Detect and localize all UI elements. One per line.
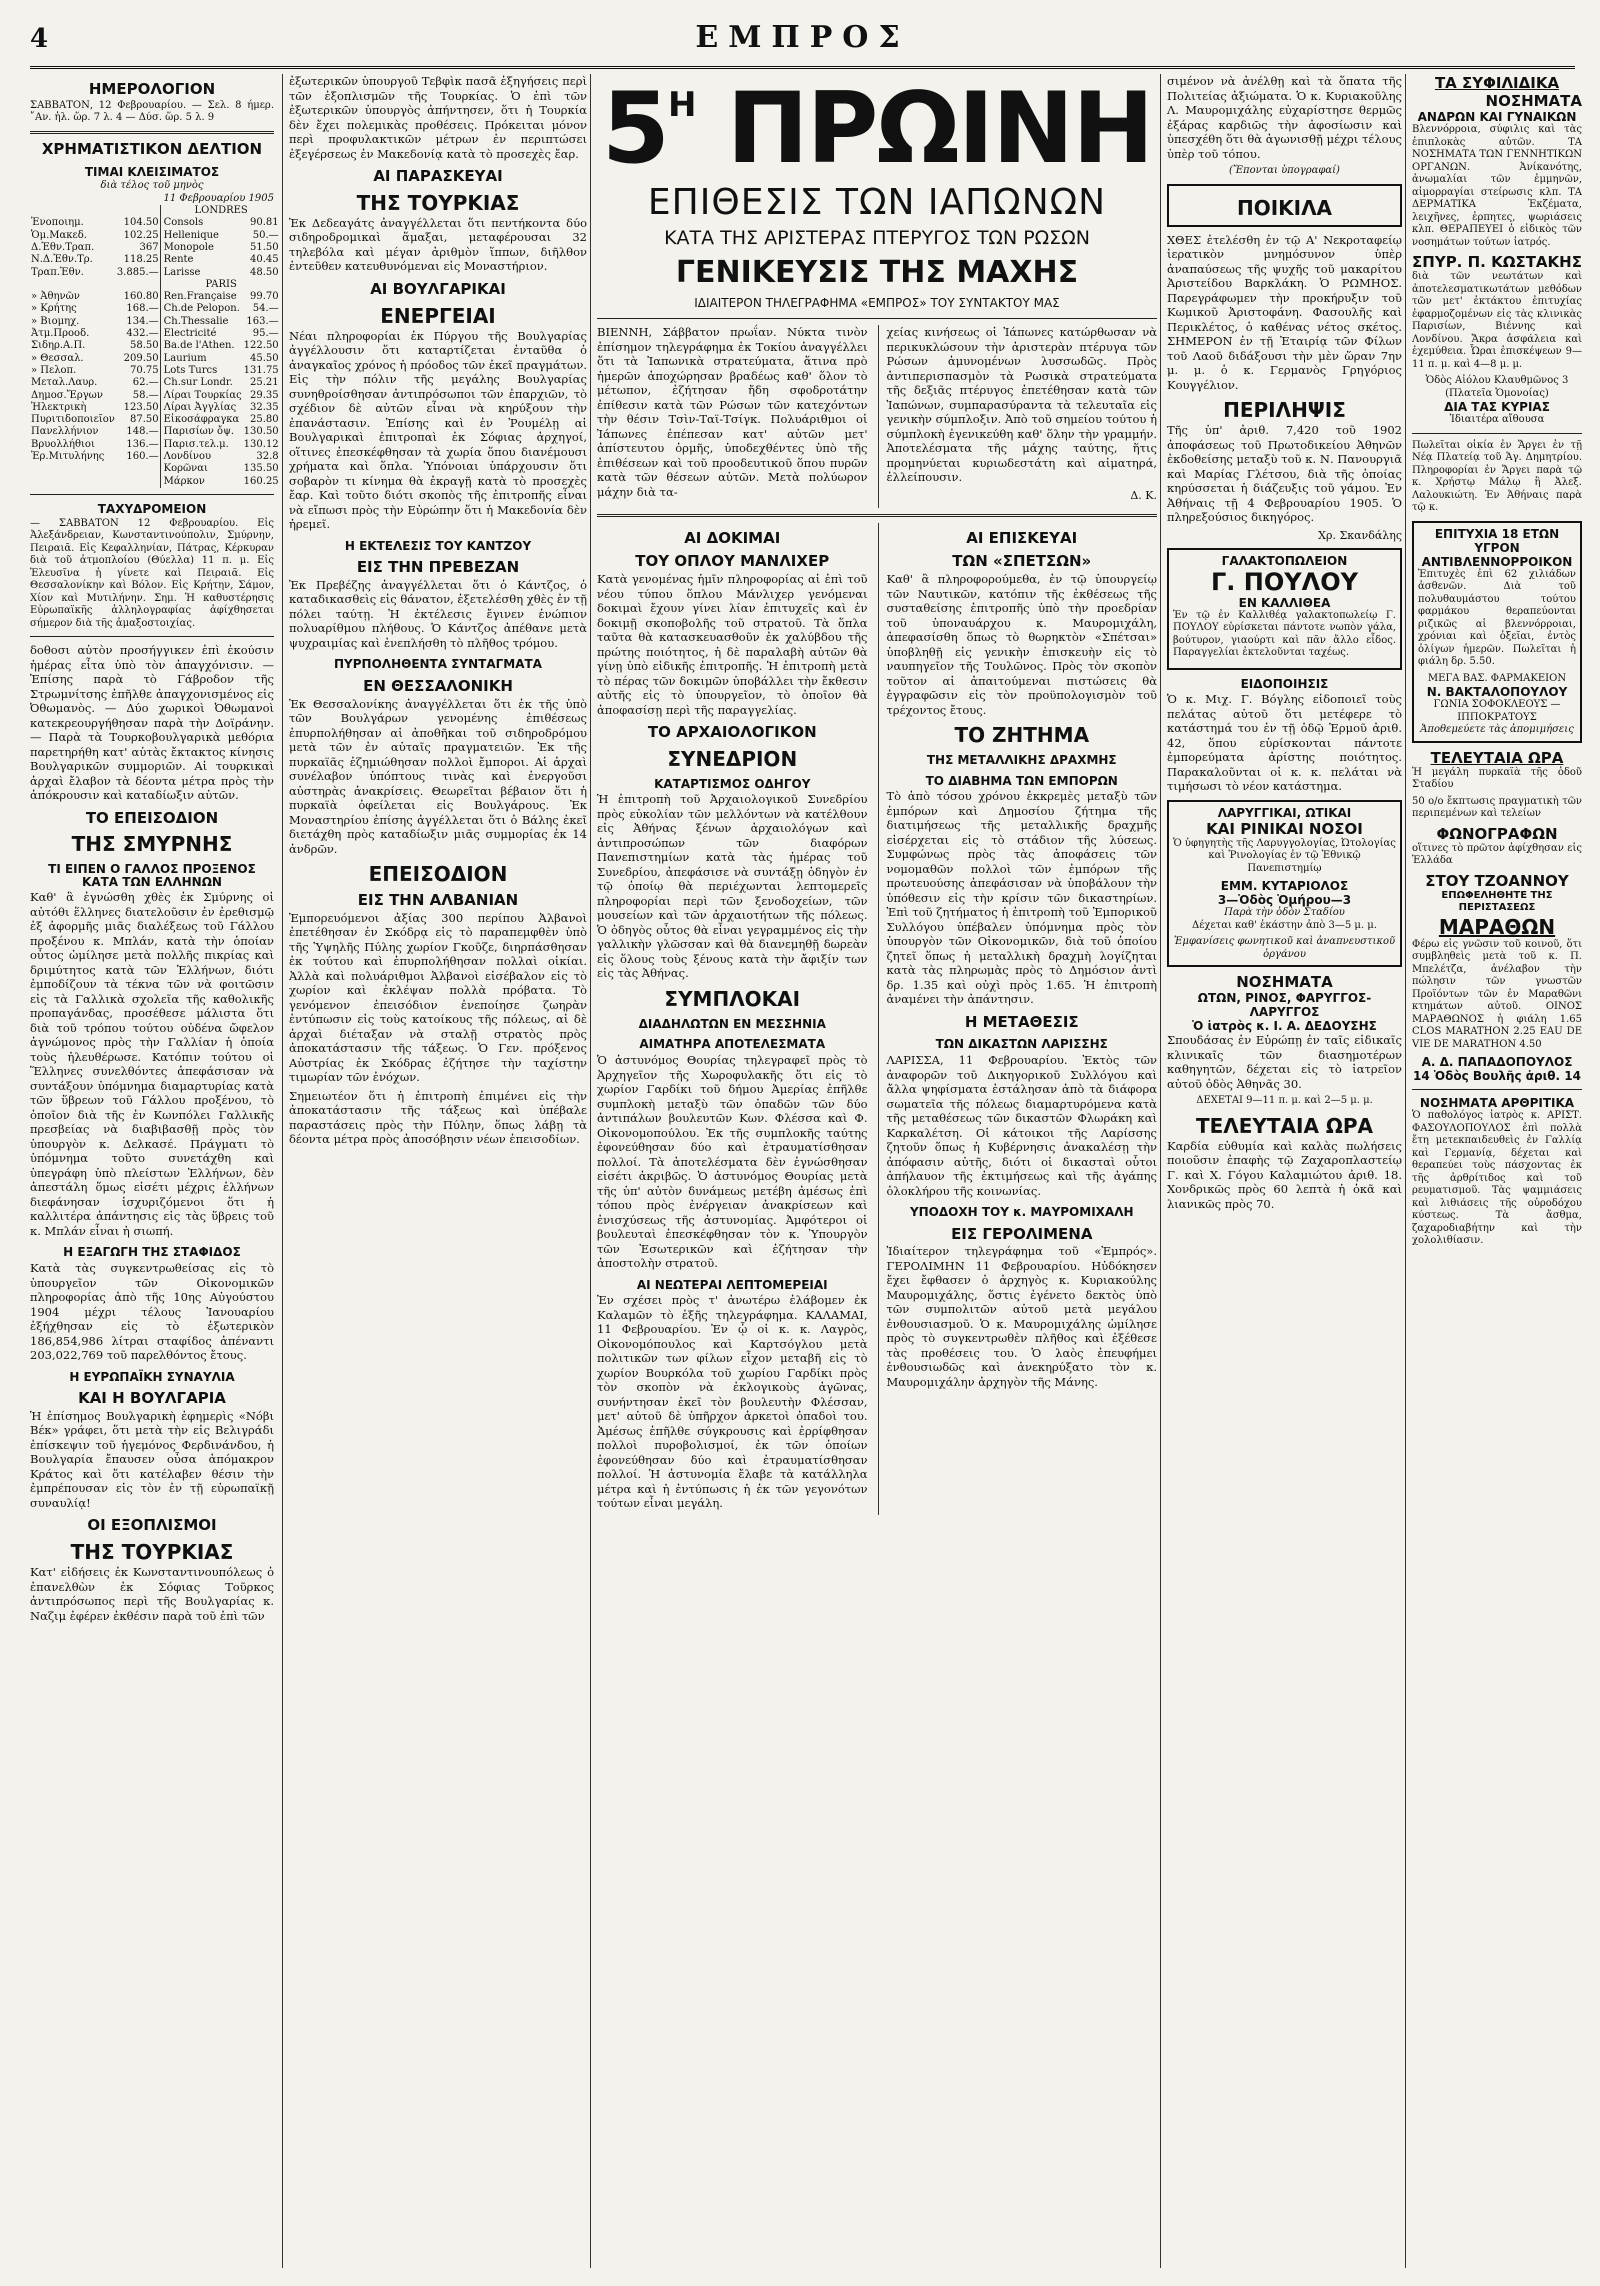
- rate-value: 104.50: [123, 217, 159, 229]
- spetses-title-2: ΤΩΝ «ΣΠΕΤΣΩΝ»: [952, 552, 1092, 571]
- rate-name: Λονδίνου: [160, 451, 243, 463]
- rate-value: 32.8: [256, 451, 279, 463]
- rate-value: 50.—: [252, 229, 279, 241]
- rate-name: Βρυολλήθιοι: [31, 438, 95, 450]
- rate-name: Ch.de Pelopon.: [160, 303, 243, 315]
- deafs-hours: ΔΕΧΕΤΑΙ 9—11 π. μ. καὶ 2—5 μ. μ.: [1196, 1095, 1373, 1107]
- rate-value: 3.885.—: [116, 266, 159, 278]
- ent-text-2: Δέχεται καθ' ἑκάστην ἀπὸ 3—5 μ. μ.: [1192, 919, 1377, 931]
- kantz-title-2: ΕΙΣ ΤΗΝ ΠΡΕΒΕΖΑΝ: [356, 558, 520, 577]
- rates-header-row: [30, 205, 280, 217]
- rate-name: Consols: [160, 217, 243, 229]
- rates-row: [30, 328, 280, 340]
- rates-row: [30, 242, 280, 254]
- rate-value: 40.45: [250, 254, 279, 266]
- ad3-text: Ἡ μεγάλη πυρκαϊὰ τῆς ὁδοῦ Σταδίου: [1412, 766, 1582, 790]
- rate-name: Λίραι Ἀγγλίας: [160, 402, 243, 414]
- larisa-title-2: ΤΩΝ ΔΙΚΑΣΤΩΝ ΛΑΡΙΣΣΗΣ: [935, 1037, 1108, 1052]
- bulg-title-2: ΕΝΕΡΓΕΙΑΙ: [380, 303, 496, 328]
- headline-left-wing: ΚΑΤΑ ΤΗΣ ΑΡΙΣΤΕΡΑΣ ΠΤΕΡΥΓΟΣ ΤΩΝ ΡΩΣΩΝ: [664, 227, 1090, 249]
- rate-name: » Θεσσαλ.: [31, 352, 84, 364]
- divider: [1412, 433, 1582, 434]
- rates-header-right: LONDRES: [160, 205, 280, 217]
- rate-name: Ν.Δ.Ἐθν.Τρ.: [31, 254, 93, 266]
- post-title: ΤΑΧΥΔΡΟΜΕΙΟΝ: [97, 501, 207, 516]
- recap-signature: Χρ. Σκανδάλης: [1318, 528, 1402, 542]
- sale-text: Πωλεῖται οἰκία ἐν Ἄργει ἐν τῇ Νέᾳ Πλατείᾳ τοῦ Ἁγ. Δημητρίου. Πληροφορίαι ἐν Ἄργει παρὰ τῷ κ. Χρήστῳ Μάλῳ ἢ Ἀλεξ. Λαλουκιώτη. Ἐν Ἀθήναις παρὰ τῷ κ.: [1412, 439, 1582, 513]
- rates-row: [30, 353, 280, 365]
- calendar-text: ΣΑΒΒΑΤΟΝ, 12 Φεβρουαρίου. — Σελ. 8 ήμερ. ῎Αν. ἡλ. ὥρ. 7 λ. 4 — Δύσ. ὥρ. 5 λ. 9: [30, 99, 274, 124]
- ad2-shop-4: Ἀποθεμεύετε τὰς ἀπομιμήσεις: [1420, 724, 1574, 735]
- rates-row: [30, 217, 280, 229]
- rate-value: [116, 476, 160, 488]
- ad4-shop: Α. Δ. ΠΑΠΑΔΟΠΟΥΛΟΣ: [1421, 1055, 1573, 1069]
- col4-top-signature: (Ἔπονται ὑπογραφαί): [1229, 165, 1340, 176]
- rate-name: » Ἀθηνῶν: [31, 291, 80, 303]
- rate-value: 99.70: [250, 291, 279, 303]
- lead-signature: Δ. Κ.: [1130, 488, 1157, 502]
- divider: [30, 494, 274, 495]
- rate-value: 51.50: [250, 241, 279, 253]
- rates-paris-spacer: [30, 279, 160, 291]
- dairy-ad: [1167, 548, 1402, 670]
- messinia-title: ΣΥΜΠΛΟΚΑΙ: [664, 986, 801, 1011]
- ad2-shop: ΜΕΓΑ ΒΑΣ. ΦΑΡΜΑΚΕΙΟΝ: [1427, 672, 1567, 684]
- rate-name: Δημοσ.Ἔργων: [31, 389, 103, 401]
- headline-japanese-attack: ΕΠΙΘΕΣΙΣ ΤΩΝ ΙΑΠΩΝΩΝ: [647, 182, 1107, 223]
- rate-name: Ἐνοποιημ.: [31, 217, 84, 229]
- ad3-shop-2: ΕΠΩΦΕΛΗΘΗΤΕ ΤΗΣ ΠΕΡΙΣΤΑΣΕΩΣ: [1441, 889, 1553, 913]
- ad1-address-3: ΔΙΑ ΤΑΣ ΚΥΡΙΑΣ: [1444, 400, 1550, 414]
- ad1-title-2: ΝΟΣΗΜΑΤΑ: [1485, 92, 1582, 110]
- rate-value: 48.50: [250, 266, 279, 278]
- rate-value: 123.50: [123, 401, 159, 413]
- mavro-title-2: ΕΙΣ ΓΕΡΟΛΙΜΕΝΑ: [951, 1224, 1093, 1243]
- larisa-title: Η ΜΕΤΑΘΕΣΙΣ: [964, 1012, 1079, 1031]
- lead-left-text: ΒΙΕΝΝΗ, Σάββατον πρωΐαν. Νύκτα τινὸν ἐπίσημον τηλεγράφημα ἐκ Τοκίου ἀναγγέλλει ὅτι τὰ Ἰαπωνικὰ στρατεύματα, ἅτινα πρὸ ἡμερῶν ἀποχώρησαν βραδέως καθ' ὅλον τὸ μέτωπον, ἐζήτησαν ἤδη σφοδροτάτην ἐπίθεσιν κατὰ τῶν Ρώσων τῶν κατεχόντων τὴν θέσιν Τσὶν-Ταϊ-Τσίγκ. Πολυάριθμοι οἱ Ἰάπωνες ἐπέπεσαν κατ' αὐτῶν μετ' ἀπίστευτου ὁρμῆς, ὑποδεχθέντες ὑπὸ τῆς ἐπιθέσεων καὶ τοῦ προοδευτικοῦ ὅπου πυρῶν κατὰ τῶν θέσεων αὐτῶν. Μετὰ πολύωρον μάχην διὰ τα-: [597, 325, 868, 499]
- ad5-text: Ὁ παθολόγος ἰατρὸς κ. ΑΡΙΣΤ. ΦΑΣΟΥΛΟΠΟΥΛΟΣ ἐπὶ πολλὰ ἔτη μετεκπαιδευθεὶς ἐν Γαλλίᾳ καὶ Γερμανίᾳ, δέχεται καὶ θεραπεύει τοὺς πάσχοντας ἐκ τῆς ἀρθρίτιδος καὶ τοῦ ρευματισμοῦ. Τὰς ψαμμιάσεις καὶ λιθιάσεις τῆς οὐροδόχου κύστεως. Τὰ ἄσθμα, ζαχαροδιαβήτην καὶ τὴν χολολιθίασιν.: [1412, 1110, 1582, 1246]
- mannlicher-title: ΑΙ ΔΟΚΙΜΑΙ: [684, 528, 781, 547]
- arch-title: ΤΟ ΑΡΧΑΙΟΛΟΓΙΚΟΝ: [647, 723, 817, 741]
- ad3-text-2: 50 ο/ο ἔκπτωσις πραγματικὴ τῶν περιπεμένων καὶ τελείων: [1412, 795, 1582, 819]
- divider: [30, 131, 274, 134]
- rates-row: [30, 340, 280, 352]
- latest-title: ΑΙ ΝΕΩΤΕΡΑΙ ΛΕΠΤΟΜΕΡΕΙΑΙ: [636, 1277, 828, 1292]
- larisa-text: ΛΑΡΙΣΣΑ, 11 Φεβρουαρίου. Ἐκτὸς τῶν ἀναφορῶν τοῦ Δικηγορικοῦ Συλλόγου καὶ ἄλλα ψηφίσματα ἐστάλησαν ἀπὸ τὰ διάφορα σωματεῖα τῆς πόλεως διαμαρτυρόμενα κατὰ τῆς μεταθέσεως τῶν δικαστῶν Φλωράκη καὶ Καρκαλέτση. Οἱ κάτοικοι τῆς Λαρίσσης ζητοῦν ὅπως ἡ Κυβέρνησις ἀνακαλέσῃ τὴν ἀπόφασιν αὐτῆς, διότι οἱ δικασταὶ οὗτοι ἀπήλαυον τῆς ἐκτιμήσεως καὶ τῆς ἀγάπης ὁλοκλήρου τῆς κοινωνίας.: [886, 1053, 1157, 1198]
- rate-value: 160.25: [243, 475, 279, 487]
- prep-text: Κατ' εἰδήσεις ἐκ Κωνσταντινουπόλεως ὁ ἐπανελθὼν ἐκ Σόφιας Τοῦρκος ἀντιπρόσωπος περὶ τῆς Βουλγαρίας κ. Ναζιμ ἐφέρεν ἐκθέσιν παρὰ τοῦ ἐπὶ τῶν: [30, 1565, 274, 1623]
- rate-name: Μάρκον: [160, 476, 243, 488]
- rate-value: [116, 463, 160, 475]
- rates-paris-header: PARIS: [160, 279, 280, 291]
- rate-value: 122.50: [243, 340, 279, 352]
- prep-title: ΟΙ ΕΞΟΠΛΙΣΜΟΙ: [87, 1516, 217, 1535]
- rate-value: 160.—: [126, 451, 159, 463]
- lead-story: [597, 325, 1157, 508]
- exchange-rates-table: [30, 205, 280, 488]
- last-hour-title: ΤΕΛΕΥΤΑΙΑ ΩΡΑ: [1195, 1113, 1374, 1138]
- rate-name: Ὁμ.Μακεδ.: [31, 229, 87, 241]
- rate-value: 134.—: [126, 315, 159, 327]
- lead-right-text: χείας κινήσεως οἱ Ἰάπωνες κατώρθωσαν νὰ περικυκλώσουν τὴν ἀριστερὰν πτέρυγα τῶν Ρώσων ἀμυνομένων λυσσωδῶς. Πρὸς ἀντιπερισπασμὸν τὰ Ρωσικὰ στρατεύματα τῆς δεξιᾶς πτέρυγος ἐπετέθησαν κατὰ τῶν Ἰαπώνων, συμπαρασύραντα τὰ τελευταῖα εἰς γενικὴν σύμπλοξιν. Ἀπὸ τοῦ σημείου τούτου ἡ σύμπλοκὴ ἐγενικεύθη καθ' ὅλην τὴν γραμμήν. Ἀποτελέσματα τῆς μάχης ταύτης, ἥτις προμηνύεται κυριωδεστάτη καὶ αἱματηρά, ἐλλείπουσιν.: [886, 325, 1157, 484]
- europe-title: Η ΕΥΡΩΠΑΪΚΗ ΣΥΝΑΥΛΙΑ: [69, 1369, 235, 1384]
- rates-row: [30, 476, 280, 488]
- rate-name: [30, 476, 116, 488]
- rate-name: [30, 463, 116, 475]
- ent-address: 3—Ὁδὸς Ὁμήρου—3: [1217, 893, 1352, 908]
- exchange-date: 11 Φεβρουαρίου 1905: [163, 192, 274, 204]
- ad4-title: ΜΑΡΑΘΩΝ: [1438, 914, 1556, 939]
- ad2-box: [1412, 521, 1582, 743]
- rate-value: 58.—: [132, 389, 159, 401]
- spetses-text: Καθ' ἃ πληροφορούμεθα, ἐν τῷ ὑπουργείῳ τῶν Ναυτικῶν, κατόπιν τῆς ἐκθέσεως τῆς συσταθείσης ἐπιτροπῆς ὑπὸ τὴν προεδρίαν τοῦ ὑποναυάρχου κ. Μαυρομιχάλη, ἀπεφασίσθη ὅπως τὸ θωρηκτὸν «Σπέτσαι» ὑποβληθῇ εἰς γενικὴν ἐπισκευὴν εἰς τὸ ναυπηγεῖον τῆς Τουλῶνος. Πρὸς τὸν σκοπὸν τοῦτον αἱ ἀπαιτούμεναι πιστώσεις θὰ ἐγγραφῶσιν εἰς τὸν προϋπολογισμὸν τοῦ τρέχοντος ἔτους.: [886, 572, 1157, 717]
- post-text: — ΣΑΒΒΑΤΟΝ 12 Φεβρουαρίου. Εἰς Ἀλεξάνδρειαν, Κωνσταντινούπολιν, Σμύρνην, Πειραιᾶ. Εἰς Κεφαλληνίαν, Πάτρας, Κέρκυραν διὰ τοῦ ἀτμοπλοίου (Θύελλα) 11 π. μ. Εἰς Ἐλευσῖνα ἡ γίνετε καὶ Πειραιᾶ. Εἰς Θεσσαλονίκην καὶ Βόλον. Εἰς Κρήτην, Σάμον, Χίον καὶ Μυτιλήνην. Σημ. Ἡ καθυστέρησις Εὐρωπαϊκῆς ἀλληλογραφίας ἀφίχθησεται σήμερον διὰ τῆς ἀμαξοστοιχίας.: [30, 517, 274, 629]
- rate-name: Δ.Ἐθν.Τραπ.: [31, 241, 95, 253]
- mavro-text: Ἰδιαίτερον τηλεγράφημα τοῦ «Ἐμπρός». ΓΕΡΟΛΙΜΗΝ 11 Φεβρουαρίου. Ηὐδόκησεν ἔχει ἔφθασεν ὁ ἀρχηγὸς κ. Κυριακούλης Μαυρομιχάλης, ὅστις ἐγένετο δεκτὸς ὑπὸ τῶν συμπολιτῶν αὐτοῦ μετὰ μεγάλου ἐνθουσιασμοῦ. Ὁ κ. Μαυρομιχάλης ὡμίλησε πρὸς τὸ συγκεντρωθὲν πλῆθος καὶ ἐξέθεσε τὰς προθέσεις του. Ὁ λαὸς ἐπευφήμει ἐνθουσιωδῶς καὶ ἀνεκηρύξατο τὸν κ. Μαυρομιχάλην ἀρχηγὸν τῆς Μάνης.: [886, 1244, 1157, 1389]
- rate-value: 135.50: [243, 463, 279, 475]
- rate-value: 29.35: [250, 389, 279, 401]
- rates-row: [30, 390, 280, 402]
- divider: [1412, 1089, 1582, 1090]
- rate-value: 160.80: [123, 291, 159, 303]
- misc-box: [1167, 184, 1402, 227]
- rate-name: Ren.Française: [160, 291, 243, 303]
- ad1-text-2: διὰ τῶν νεωτάτων καὶ ἀποτελεσματικωτάτων μεθόδων τῶν μετ' ἐκτάκτου ἐπιτυχίας ἐφαρμοζομένων εἰς τὰς κλινικὰς Παρισίων, Βιέννης καὶ Λονδίνου. Ἄκρα ἀσφάλεια καὶ ἐχεμύθεια. Ὧραι ἐπισκέψεων 9—11 π. μ. καὶ 4—8 μ. μ.: [1412, 271, 1582, 370]
- dairy-name: Γ. ΠΟΥΛΟΥ: [1211, 567, 1358, 596]
- ad1-address-4: Ἰδιαιτέρα αἴθουσα: [1449, 414, 1545, 425]
- rates-row: [30, 439, 280, 451]
- ad2-title-2: ΥΓΡΟΝ ΑΝΤΙΒΛΕΝΝΟΡΡΟΙΚΟΝ: [1421, 540, 1573, 569]
- ent-title: ΛΑΡΥΓΓΙΚΑΙ, ΩΤΙΚΑΙ: [1217, 805, 1352, 820]
- headline-telegram: ΙΔΙΑΙΤΕΡΟΝ ΤΗΛΕΓΡΑΦΗΜΑ «ΕΜΠΡΟΣ» ΤΟΥ ΣΥΝΤΑΚΤΟΥ ΜΑΣ: [694, 296, 1060, 310]
- friday-text: Ἐκ Δεδεαγάτς ἀναγγέλλεται ὅτι πεντήκοντα δύο σιδηροδρομικαὶ ἅμαξαι, μεταφέρουσαι 32 τηλεβόλα καὶ μέγαν ἀριθμὸν ἵππων, διῆλθον ἐντεῦθεν κατευθυνόμεναι εἰς Μοναστήριον.: [289, 215, 587, 274]
- rate-name: Rente: [160, 254, 243, 266]
- col2-final-text: Σημειωτέον ὅτι ἡ ἐπιτροπὴ ἐπιμένει εἰς τὴν ἀποκατάστασιν τῆς τάξεως καὶ ὑπέβαλε παραστάσεις πρὸς τὴν Πύλην, ὅπως λάβῃ τὰ δέοντα μέτρα πρὸς ἀποσόβησιν νέων ἐπεισοδίων.: [289, 1088, 587, 1147]
- rate-name: » Βιομηχ.: [31, 315, 80, 327]
- headline-word: ΠΡΩΙΝΗ: [726, 74, 1153, 186]
- rates-row: [30, 267, 280, 279]
- rates-row: [30, 230, 280, 242]
- rate-name: » Πελοπ.: [31, 364, 77, 376]
- rate-value: 130.50: [243, 426, 279, 438]
- albania-title-2: ΕΙΣ ΤΗΝ ΑΛΒΑΝΙΑΝ: [357, 891, 519, 910]
- rate-name: Ba.de l'Athen.: [160, 340, 243, 352]
- rate-value: 45.50: [250, 352, 279, 364]
- raisin-title: Η ΕΞΑΓΩΓΗ ΤΗΣ ΣΤΑΦΙΔΟΣ: [63, 1245, 241, 1260]
- col2-top-text: ἐξωτερικῶν ὑπουργοῦ Τεβφὶκ πασᾶ ἐξηγήσεις περὶ τῶν ἐξοπλισμῶν τῆς Τουρκίας. Ὁ ἐπὶ τῶν ἐξωτερικῶν ὑπουργὸς ἀπήντησεν, ὅτι ἡ Τουρκία δὲν ἔχει πολεμικὰς προθέσεις. Πρόκειται μόνον περὶ προφυλακτικῶν μέτρων ἐν περιπτώσει ἐξεγέρσεως ἐν Μακεδονίᾳ κατὰ τὸ προσεχὲς ἔαρ.: [289, 74, 587, 161]
- messinia-title-2: ΔΙΑΔΗΛΩΤΩΝ ΕΝ ΜΕΣΣΗΝΙΑ: [638, 1016, 826, 1031]
- dairy-location: ΕΝ ΚΑΛΛΙΘΕΑ: [1238, 595, 1331, 610]
- friday-title-2: ΤΗΣ ΤΟΥΡΚΙΑΣ: [356, 190, 520, 215]
- column-4: [1160, 74, 1408, 2268]
- ad1-address-2: (Πλατεῖα Ὁμονοίας): [1445, 387, 1549, 399]
- rate-value: 163.—: [246, 315, 279, 327]
- ad3-title: ΤΕΛΕΥΤΑΙΑ ΩΡΑ: [1430, 748, 1564, 767]
- rate-value: 131.75: [243, 364, 279, 376]
- rate-name: Larisse: [160, 267, 243, 279]
- rates-row: [30, 377, 280, 389]
- rate-value: 432.—: [126, 328, 159, 340]
- smyrna-title: ΤΟ ΕΠΕΙΣΟΔΙΟΝ: [85, 808, 219, 827]
- rate-name: Παρισ.τελ.μ.: [160, 439, 243, 451]
- rate-value: 54.—: [252, 303, 279, 315]
- recap-title: ΠΕΡΙΛΗΨΙΣ: [1223, 398, 1346, 422]
- rate-name: Monopole: [160, 242, 243, 254]
- ad4-text: Φέρω εἰς γνῶσιν τοῦ κοινοῦ, ὅτι συμβληθεὶς μετὰ τοῦ κ. Π. Μπελέτζα, ἀνέλαβον τὴν πώλησιν τῶν γνωστῶν Προϊόντων τῶν ἐν Μαραθῶνι κτημάτων αὐτοῦ. ΟΙΝΟΣ ΜΑΡΑΘΩΝΟΣ ἡ φιάλη 1.65 CLOS MARATHON 2.25 EAU DE VIE DE MARATHON 4.50: [1412, 938, 1582, 1050]
- ent-mini: Ἐμφανίσεις φωνητικοῦ καὶ ἀναπνευστικοῦ ὀργάνου: [1173, 936, 1396, 960]
- rate-value: 32.35: [250, 401, 279, 413]
- rate-name: Πυριτιδοποιεῖον: [31, 414, 115, 426]
- ent-sub: Παρὰ τὴν ὁδὸν Σταδίου: [1224, 907, 1345, 919]
- rates-row: [30, 303, 280, 315]
- column-1: [30, 74, 280, 2268]
- rate-name: Σιδηρ.Α.Π.: [31, 340, 86, 352]
- arch-text: Ἡ ἐπιτροπὴ τοῦ Ἀρχαιολογικοῦ Συνεδρίου πρὸς εὐκολίαν τῶν μελλόντων νὰ κατέλθουν εἰς Ἀθήνας ξένων ἀρχαιολόγων καὶ ἀντιπροσώπων τῶν διαφόρων Πανεπιστημίων κατὰ τὰς ἡμέρας τοῦ Συνεδρίου, ἀπεφάσισε νὰ συντάξῃ ὁδηγὸν ἐν τῷ ὁποίῳ θὰ περιέχωνται λεπτομερεῖς πληροφορίαι περὶ τῶν ξενοδοχείων, τῶν μουσείων καὶ τῶν ἀρχαιοτήτων τῆς πόλεως. Ὁ ὁδηγὸς οὗτος θὰ εἶναι γεγραμμένος εἰς τὴν γαλλικὴν γλῶσσαν καὶ θὰ διανεμηθῇ δωρεὰν εἰς ὅλους τοὺς ξένους κατὰ τὴν ἄφιξίν των εἰς τὰς Ἀθήνας.: [597, 792, 868, 981]
- recap-text: Τῆς ὑπ' ἀριθ. 7,420 τοῦ 1902 ἀποφάσεως τοῦ Πρωτοδικείου Ἀθηνῶν ἐκδοθείσης μεταξὺ τοῦ κ. Ν. Πανουργιᾶ καὶ Μαρίας Γλέτσου, διὰ τῆς ὁποίας κηρύσσεται ἡ διάζευξις τοῦ γάμου. Ἐν Ἀθήναις τῇ 4 Φεβρουαρίου 1905. Ὁ πληρεξούσιος δικηγόρος.: [1167, 423, 1402, 524]
- drachma-title-3: ΤΟ ΔΙΑΒΗΜΑ ΤΩΝ ΕΜΠΟΡΩΝ: [925, 773, 1118, 788]
- paper-name: ΕΜΠΡΟΣ: [695, 20, 910, 55]
- rate-name: Κορῶναι: [160, 463, 243, 475]
- rate-name: Laurium: [160, 353, 243, 365]
- rate-name: Μεταλ.Λαυρ.: [31, 377, 98, 389]
- rate-value: 95.—: [252, 328, 279, 340]
- rate-value: 102.25: [123, 229, 159, 241]
- rate-value: 168.—: [126, 303, 159, 315]
- arch-title-2: ΣΥΝΕΔΡΙΟΝ: [667, 746, 798, 771]
- rates-row: [30, 365, 280, 377]
- col4-top-text: σιμένον νὰ ἀνέλθῃ καὶ τὰ ὅπατα τῆς Πολιτείας ἀξιώματα. Ὁ κ. Κυριακοῦλης Λ. Μαυρομιχάλης εὐχαρίστησε θερμῶς ἐξάρας καρδιῶς τὴν ἀφοσίωσιν καὶ ὑπεσχέθη ὅτι θὰ ἀγωνισθῇ μέχρι τέλους ὑπὲρ τοῦ τόπου.: [1167, 74, 1402, 161]
- rate-name: Lots Turcs: [160, 365, 243, 377]
- exchange-title: ΧΡΗΜΑΤΙΣΤΙΚΟΝ ΔΕΛΤΙΟΝ: [41, 139, 263, 158]
- kantz-title: Η ΕΚΤΕΛΕΣΙΣ ΤΟΥ ΚΑΝΤΖΟΥ: [344, 538, 532, 553]
- last-hour-text: Καρδία εὐθυμία καὶ καλὰς πωλήσεις ποιοῦσιν ἐπαφὴς τῷ Ζαχαροπλαστείῳ Γ. καὶ Χ. Γόγου Καλαμιώτου ἀριθ. 18. Χονδρικῶς πρὸς 60 λεπτὰ ἡ ὀκᾶ καὶ λιανικῶς πρὸς 70.: [1167, 1138, 1402, 1211]
- headline-general-battle: ΓΕΝΙΚΕΥΣΙΣ ΤΗΣ ΜΑΧΗΣ: [675, 255, 1079, 290]
- newspaper-page: [30, 18, 1582, 2268]
- bulg-text: Νέαι πληροφορίαι ἐκ Πύργου τῆς Βουλγαρίας ἀγγέλλουσιν ὅτι καταρτίζεται ἐνταῦθα ὁ ἀναγκαῖος χρόνος ἡ πρόοδος τῶν ἐκεῖ πραγμάτων. Εἰς τὴν πόλιν τῆς μεγάλης Βουλγαρίας συνηθροίσθησαν ἀντιπρόσωποι τῶν ἐπαρχιῶν, τὸ σχέδιον δὲ αὐτῶν εἶναι νὰ κηρύξουν τὴν ἐπανάστασιν. Ἐπίσης καὶ ἐν Ῥουμέλῃ αἱ Βουλγαρικαὶ ἐπιτροπαὶ ἐκ Σόφιας ἀρχηγοί, οἵτινες ἐπεσκέφθησαν τὰ χωρία ὅπου διανέμουσι χρήματα καὶ ὅπλα. Ὑπόνοιαι ὑπάρχουσιν ὅτι σοβαρὸν τι κίνημα θὰ ἐκραγῇ κατὰ τὸ προσεχὲς ἔαρ. Καὶ τοῦτο διότι σκοπὸς τῆς ἐπιτροπῆς εἶναι νὰ εἴπωσι πρὸς τὴν Εὐρώπην ὅτι ἡ Μακεδονία δὲν ἠρεμεῖ.: [289, 328, 587, 531]
- lower-stories: [597, 523, 1157, 1515]
- notice-text: Ὁ κ. Μιχ. Γ. Βόγλης εἰδοποιεῖ τοὺς πελάτας αὐτοῦ ὅτι μετέφερε τὸ κατάστημά του ἐν τῇ ὁδῷ Ἑρμοῦ ἀριθ. 42, ὅπου εὑρίσκονται πάντοτε ἐμπορεύματα ἀρίστης ποιότητος. Παρακαλοῦνται οἱ κ. κ. πελάται νὰ τιμήσωσι τὸ νέον κατάστημα.: [1167, 692, 1402, 794]
- arch-title-3: ΚΑΤΑΡΤΙΣΜΟΣ ΟΔΗΓΟΥ: [654, 776, 811, 791]
- mannlicher-title-2: ΤΟΥ ΟΠΛΟΥ ΜΑΝΛΙΧΕΡ: [635, 552, 830, 571]
- mavro-title: ΥΠΟΔΟΧΗ ΤΟΥ κ. ΜΑΥΡΟΜΙΧΑΛΗ: [909, 1205, 1134, 1220]
- misc-title: ΠΟΙΚΙΛΑ: [1236, 195, 1333, 220]
- prep-title-2: ΤΗΣ ΤΟΥΡΚΙΑΣ: [70, 1540, 234, 1565]
- rates-row: [30, 451, 280, 463]
- mannlicher-text: Κατὰ γενομένας ἡμῖν πληροφορίας αἱ ἐπὶ τοῦ νέου τύπου ὅπλου Μάνλιχερ γενόμεναι δοκιμαὶ ἔχουν γίνει λίαν ἐπιτυχεῖς καὶ ἐν δοκιμῇ σκοποβολῆς τοῦ στρατοῦ. Τὰ ὅπλα ταῦτα θὰ κατασκευασθοῦν ἐκ χαλύβδου τῆς πρώτης ποιότητος, ἡ δὲ παραλαβὴ αὐτῶν θὰ γίνῃ ὑπὸ εἰδικῆς ἐπιτροπῆς. Ἡ ἐπιτροπὴ μετὰ τὸ πέρας τῶν δοκιμῶν ὑποβάλλει τὴν ἔκθεσιν αὐτῆς εἰς τὸ ὑπουργεῖον, τὸ ὁποῖον θὰ ἀποφασίσῃ περὶ τῆς παραγγελίας.: [597, 572, 868, 717]
- smyrna-title-2: ΤΗΣ ΣΜΥΡΝΗΣ: [71, 832, 233, 857]
- rates-row: [30, 463, 280, 475]
- deafs-name: Ὁ ἰατρὸς κ. Ι. Α. ΔΕΔΟΥΣΗΣ: [1192, 1019, 1377, 1034]
- exchange-subtitle-2: διὰ τέλος τοῦ μηνὸς: [100, 180, 204, 192]
- deafs-title: ΝΟΣΗΜΑΤΑ: [1236, 973, 1333, 992]
- rate-name: Πανελλήνιον: [31, 426, 99, 438]
- ad2-text: Ἐπιτυχὲς ἐπὶ 62 χιλιάδων ἀσθενῶν. Διὰ τοῦ πολυθαυμάστου τούτου φαρμάκου θεραπεύονται ριζικῶς αἱ βλεννόρροιαι, χρόνιαι καὶ ὀξεῖαι, ἐντὸς ὀλίγων ἡμερῶν. Πωλεῖται ἡ φιάλη δρ. 5.50.: [1418, 568, 1576, 667]
- ent-title-2: ΚΑΙ ΡΙΝΙΚΑΙ ΝΟΣΟΙ: [1206, 819, 1363, 838]
- ad3-name: ΦΩΝΟΓΡΑΦΩΝ: [1436, 824, 1558, 843]
- raisin-text: Κατὰ τὰς συγκεντρωθείσας εἰς τὸ ὑπουργεῖον τῶν Οἰκονομικῶν πληροφορίας ἀπὸ τῆς 10ης Αὐγούστου 1904 μέχρι τέλους Ἰανουαρίου ἐξήχθησαν εἰς τὸ ἐξωτερικὸν 186,854,986 λίτραι σταφίδος ἀπέναντι 203,022,769 τοῦ παρελθόντος ἔτους.: [30, 1261, 274, 1363]
- rates-paris-row: [30, 279, 280, 291]
- column-3: [590, 74, 1163, 2268]
- rate-name: Hellenique: [160, 230, 243, 242]
- headline-superscript: Η: [667, 85, 695, 125]
- ad2-shop-2: Ν. ΒΑΚΤΑΛΟΠΟΥΛΟΥ: [1426, 685, 1568, 699]
- ad3-text-3: οἵτινες τὸ πρῶτον ἀφίχθησαν εἰς Ἑλλάδα: [1412, 842, 1582, 866]
- rate-value: 25.80: [250, 414, 279, 426]
- ad3-shop: ΣΤΟΥ ΤΖΟΑΝΝΟΥ: [1425, 871, 1569, 890]
- smyrna-title-3: ΤΙ ΕΙΠΕΝ Ο ΓΑΛΛΟΣ ΠΡΟΞΕΝΟΣ ΚΑΤΑ ΤΩΝ ΕΛΛΗΝΩΝ: [48, 862, 256, 889]
- smyrna-text: Καθ' ἃ ἐγνώσθη χθὲς ἐκ Σμύρνης οἱ αὐτόθι ἕλληνες διατελοῦσιν ἐν ἐρεθισμῷ ἐξ ἀφορμῆς μιᾶς διαλέξεως τοῦ Γάλλου προξένου κ. Μπλάν, κατὰ τὴν ὁποίαν οὗτος ὡμίλησε μετὰ πολλῆς πικρίας καὶ δριμύτητος κατὰ τῶν Ἑλλήνων, διότι ἐμποδίζουν τὰ τέκνα τῶν νὰ φοιτῶσιν εἰς τὰ Γαλλικὰ σχολεῖα τῆς καθολικῆς προπαγάνδας, προσέθεσε μάλιστα ὅτι διὰ τοῦ τρόπου τούτου οὐδένα ὤφελον ἀγνώμονος πρὸς τὴν Γαλλίαν ἡ ὁποία τοὺς ἠλευθέρωσε. Κατόπιν τούτου οἱ Ἕλληνες συνελθόντες ἀπεφάσισαν νὰ συντάξουν ὑπόμνημα διαμαρτυρίας κατὰ τῶν ὕβρεων τοῦ Γάλλου προξένου, τὸ ὁποῖον διὰ τῆς ἐν Κωνπόλει Γαλλικῆς πρεσβείας νὰ διαβιβασθῇ πρὸς τὸν ὑπουργὸν κ. Δελκασέ. Πράγματι τὸ ὑπόμνημα τοῦτο συνετάχθη καὶ ὑπεγράφη ὑπὸ πλείστων Ἑλλήνων, δὲν ἀπεστάλη ὅμως εἰσέτι μέχρις ἑλλήνων διεφάνησαν ἰσχυριζόμενοι ὅτι ἡ καλλιτέρα ἀπάντησις εἰς τὰς ὕβρεις τοῦ κ. Μπλάν εἶναι ἡ σιωπή.: [30, 890, 274, 1238]
- messinia-title-3: ΑΙΜΑΤΗΡΑ ΑΠΟΤΕΛΕΣΜΑΤΑ: [639, 1037, 826, 1052]
- rate-name: Ἠλεκτρικὴ: [31, 401, 87, 413]
- ent-ad: [1167, 800, 1402, 968]
- bulg-title: ΑΙ ΒΟΥΛΓΑΡΙΚΑΙ: [370, 279, 506, 298]
- rate-value: 148.—: [126, 426, 159, 438]
- latest-text: Ἐν σχέσει πρὸς τ' ἀνωτέρω ἐλάβομεν ἐκ Καλαμῶν τὸ ἑξῆς τηλεγράφημα. ΚΑΛΑΜΑΙ, 11 Φεβρουαρίου. Ἐν ᾧ οἱ κ. κ. Λαγρὸς, Οἰκονομόπουλος καὶ Καρτσόγλου μετὰ πολιτικῶν των φίλων εἶχον μεταβῆ εἰς τὸ χωρίον Βουρκόλα τοῦ χωρίου Γαρδίκι πρὸς τὸν σκοπὸν νὰ ἐκλογικοὺς ἀγῶνας, συνήντησαν ἐκεῖ τὸν βουλευτὴν Φλέσσαν, μετ' αὐτοῦ δὲ ὑπῆρχον ἀρκετοὶ ὀπαδοὶ του. Ἀμέσως ἐπῆλθε σύγκρουσις καὶ ἐρρίφθησαν πολλοὶ πυροβολισμοί, ἐκ τῶν ὁποίων ἐφονεύθησαν δύο καὶ ἐτραυματίσθησαν πολλοί. Ἡ ἀστυνομία ἔλαβε τὰ κατάλληλα μέτρα καὶ ἡ ἐντύπωσις ἡ ἐκ τῶν γεγονότων τούτων εἶναι μεγάλη.: [597, 1293, 868, 1511]
- rate-name: Ἐρ.Μιτυλήνης: [31, 451, 105, 463]
- divider: [30, 636, 274, 637]
- albania-title: ΕΠΕΙΣΟΔΙΟΝ: [368, 862, 508, 887]
- europe-text: Ἡ ἐπίσημος Βουλγαρικὴ ἐφημερὶς «Νόβι Βέκ» γράφει, ὅτι μετὰ τὴν εἰς Βελιγράδι ἐπίσκεψιν τοῦ ἡγεμόνος Φερδινάνδου, ἡ Βουλγαρία ἔπαυσεν οὖσα ἀπόμακρον Κράτος καὶ ὅτι κατέλαβεν θέσιν τὴν ἐμπρέπουσαν εἰς τὸν ἐν τῇ εὐρωπαϊκῇ συναυλίᾳ!: [30, 1408, 274, 1510]
- rates-row: [30, 254, 280, 266]
- rate-name: Λίραι Τουρκίας: [160, 390, 243, 402]
- ad1-title: ΤΑ ΣΥΦΙΛΙΔΙΚΑ: [1434, 74, 1560, 92]
- column-5: [1405, 74, 1582, 2268]
- fire-title: ΠΥΡΠΟΛΗΘΕΝΤΑ ΣΥΝΤΑΓΜΑΤΑ: [334, 657, 542, 672]
- rate-value: 62.—: [132, 377, 159, 389]
- deafs-text: Σπουδάσας ἐν Εὐρώπῃ ἐν ταῖς εἰδικαῖς κλινικαῖς τῶν διασημοτέρων καθηγητῶν, δέχεται εἰς τὸ ἰατρεῖον αὐτοῦ ὁδὸς Ἀθηνᾶς 30.: [1167, 1033, 1402, 1091]
- ad1-subtitle: ΑΝΔΡΩΝ ΚΑΙ ΓΥΝΑΙΚΩΝ: [1417, 110, 1577, 124]
- rate-value: 58.50: [129, 340, 159, 352]
- deafs-title-2: ΩΤΩΝ, ΡΙΝΟΣ, ΦΑΡΥΓΓΟΣ-ΛΑΡΥΓΓΟΣ: [1197, 991, 1372, 1020]
- drachma-title-2: ΤΗΣ ΜΕΤΑΛΛΙΚΗΣ ΔΡΑΧΜΗΣ: [926, 753, 1117, 767]
- ent-text: Ὁ ὑφηγητὴς τῆς Λαρυγγολογίας, Ὠτολογίας καὶ Ῥινολογίας ἐν τῷ Ἐθνικῷ Πανεπιστημίῳ: [1173, 837, 1396, 874]
- drachma-text: Τὸ ἀπὸ τόσου χρόνου ἐκκρεμὲς μεταξὺ τῶν ἐμπόρων καὶ Δημοσίου ζήτημα τῆς διατιμήσεως τῆς μεταλλικῆς δραχμῆς εἰσέρχεται εἰς τὸ στάδιον τῆς λύσεως. Συμφώνως πρὸς τὰς ἀποφάσεις τῶν νομομαθῶν πολλοὶ τῶν ἐμπόρων τῆς πρωτευούσης ἀπεφάσισαν νὰ ὑποβάλουν τὴν ὑπόθεσιν εἰς τὴν κρίσιν τῶν δικαστηρίων. Ἐπὶ τοῦ ζητήματος ἡ ἐπιτροπὴ τοῦ Ἐμπορικοῦ Συλλόγου ὑπέβαλεν ὑπόμνημα πρὸς τὸν ὑπουργὸν τῶν Οἰκονομικῶν, διὰ τοῦ ὁποίου ζητεῖ ὅπως ἡ μεταλλικὴ δραχμὴ λογίζηται κατὰ τὰς πληρωμὰς πρὸς τὸ Δημόσιον ἀντὶ δρ. 1.35 καὶ οὐχὶ πρὸς 1.65. Ἡ ἐπιτροπὴ ἀναμένει τὴν ἀπάντησιν.: [886, 789, 1157, 1007]
- messinia-text: Ὁ ἀστυνόμος Θουρίας τηλεγραφεῖ πρὸς τὸ Ἀρχηγεῖον τῆς Χωροφυλακῆς ὅτι εἰς τὸ χωρίον Γαρδίκι τοῦ δήμου Ἀμερίας ἐπῆλθε συμπλοκὴ μεταξὺ τῶν ὀπαδῶν τῶν δύο ἀντιπάλων βουλευτῶν Κων. Φλέσσα καὶ Φ. Οἰκονομοπούλου. Ἐκ τῆς συμπλοκῆς ταύτης ἐφονεύθησαν δύο καὶ ἐτραυματίσθησαν πολλοί. Τὰ ἀποτελέσματα δὲν ἐγνώσθησαν εἰσέτι ἀκριβῶς. Ὁ ἀστυνόμος Θουρίας μετὰ τῆς ὑπ' αὐτὸν δυνάμεως μετέβη ἀμέσως ἐπὶ τόπου πρὸς ἐνέργειαν ἀνακρίσεων καὶ ἐνισχύσεως τῆς ἀστυνομίας. Ἀμφότεροι οἱ βουλευταὶ ἐπεσκέφθησαν τὸν κ. Ὑπουργὸν τῶν Ἐσωτερικῶν καὶ ἐζήτησαν τὴν ἀποστολὴν στρατοῦ.: [597, 1053, 868, 1271]
- divider: [597, 318, 1157, 319]
- column-2: [282, 74, 593, 2268]
- rates-row: [30, 414, 280, 426]
- rate-name: Εἰκοσάφραγκα: [160, 414, 243, 426]
- rate-value: 118.25: [123, 254, 159, 266]
- page-number: 4: [30, 24, 49, 54]
- rate-name: Ch.sur Londr.: [160, 377, 243, 389]
- ad1-address: Ὁδὸς Αἰόλου Κλαυθμῶνος 3: [1425, 375, 1569, 386]
- ad4-address: 14 Ὁδὸς Βουλῆς ἀριθ. 14: [1413, 1069, 1581, 1083]
- fire-title-2: ΕΝ ΘΕΣΣΑΛΟΝΙΚΗ: [363, 676, 513, 695]
- rates-row: [30, 316, 280, 328]
- headline-number: 5: [601, 74, 668, 186]
- masthead: [30, 18, 1575, 69]
- rate-value: 70.75: [129, 364, 159, 376]
- rate-name: Ἀτμ.Προοδ.: [31, 328, 90, 340]
- misc-text: ΧΘΕΣ ἐτελέσθη ἐν τῷ Α' Νεκροταφείῳ ἱερατικὸν μνημόσυνον ὑπὲρ ἀναπαύσεως τῆς ψυχῆς τοῦ μακαρίτου Ἀριστείδου Βαρκλάκη. Ὁ ΡΩΜΗΟΣ. Παρεγράφωμεν τὴν προκήρυξιν τοῦ Κωμικοῦ Ἀριστοφάνη. Φασουλῆς καὶ Περικλέτος, ὁ καθένας νέτος σκέτος. ΣΗΜΕΡΟΝ ἐν τῇ Ἑταιρίᾳ τῶν Φίλων τοῦ Λαοῦ διδάξουσι τὴν μὲν ὥραν 7ην μ. μ. ὁ κ. Γερμανὸς Γρηγόριος Κουγγέλιον.: [1167, 232, 1402, 392]
- exchange-subtitle: ΤΙΜΑΙ ΚΛΕΙΣΙΜΑΤΟΣ: [84, 164, 220, 179]
- friday-title: ΑΙ ΠΑΡΑΣΚΕΥΑΙ: [373, 167, 503, 185]
- rate-name: Τραπ.Ἐθν.: [31, 266, 84, 278]
- fire-text: Ἐκ Θεσσαλονίκης ἀναγγέλλεται ὅτι ἐκ τῆς ὑπὸ τῶν Βουλγάρων γενομένης ἐπιθέσεως ἐπυρπολήθησαν αἱ ἀποθῆκαι τοῦ σιδηροδρόμου μετὰ τῶν ἐν αὐταῖς πραγματειῶν. Ἐκ τῆς πυρκαϊᾶς ἐζημιώθησαν πολλοὶ ἔμποροι. Αἱ ἀρχαὶ συνέλαβον ὑπόπτους τινὰς καὶ ἐνεργοῦσι αὐστηρὰς ἀνακρίσεις. Θεωρεῖται βέβαιον ὅτι ἡ πυρκαϊὰ ὀφείλεται εἰς Βουλγάρους. Ἐκ Μοναστηρίου ἐπίσης ἀγγέλλεται ὅτι ὁ Βάλης ἐκεῖ διετάχθη πρὸς καταδίωξιν μιᾶς συμμορίας ἐκ 14 ἀνδρῶν.: [289, 696, 587, 856]
- ad5-title: ΝΟΣΗΜΑΤΑ ΑΡΘΡΙΤΙΚΑ: [1419, 1096, 1575, 1110]
- calendar-title: ΗΜΕΡΟΛΟΓΙΟΝ: [88, 80, 216, 98]
- dairy-text: Ἐν τῷ ἐν Καλλιθέᾳ γαλακτοπωλείῳ Γ. ΠΟΥΛΟΥ εὑρίσκεται πάντοτε νωπὸν γάλα, βούτυρον, γιαούρτι καὶ πᾶν ἄλλο εἶδος. Παραγγελίαι ἐκτελοῦνται ταχέως.: [1173, 609, 1396, 658]
- rate-value: 209.50: [123, 352, 159, 364]
- notice-title: ΕΙΔΟΠΟΙΗΣΙΣ: [1240, 676, 1329, 691]
- ad2-shop-3: ΓΩΝΙΑ ΣΟΦΟΚΛΕΟΥΣ — ΙΠΠΟΚΡΑΤΟΥΣ: [1433, 699, 1561, 723]
- rate-value: 367: [139, 241, 159, 253]
- kantz-text: Ἐκ Πρεβέζης ἀναγγέλλεται ὅτι ὁ Κάντζος, ὁ καταδικασθεὶς εἰς θάνατον, ἐξετελέσθη χθὲς ἐν τῇ πόλει ταύτῃ. Ἡ ἐκτέλεσις ἔγινεν ἐνώπιον πολυαρίθμου πλήθους. Ὁ Κάντζος ἀπέθανε μετὰ ψυχραιμίας καὶ ἐνεπλήσθη τὸ πλῆθος τρόμου.: [289, 577, 587, 650]
- rate-name: Electricité: [160, 328, 243, 340]
- drachma-title: ΤΟ ΖΗΤΗΜΑ: [954, 723, 1090, 747]
- rate-name: » Κρήτης: [31, 303, 77, 315]
- rate-value: 25.21: [250, 377, 279, 389]
- rates-row: [30, 291, 280, 303]
- rate-value: 130.12: [243, 438, 279, 450]
- divider: [597, 514, 1157, 517]
- dairy-title: ΓΑΛΑΚΤΟΠΩΛΕΙΟΝ: [1221, 553, 1348, 568]
- headline-5th-morning: [597, 74, 1157, 186]
- rate-value: 136.—: [126, 438, 159, 450]
- ent-name: ΕΜΜ. ΚΥΤΑΡΙΟΛΟΣ: [1220, 879, 1349, 894]
- ad1-text: Βλεννόρροια, σύφιλις καὶ τὰς ἐπιπλοκὰς αὐτῶν. ΤΑ ΝΟΣΗΜΑΤΑ ΤΩΝ ΓΕΝΝΗΤΙΚΩΝ ΟΡΓΑΝΩΝ. Ἀνίκανότης, ἀνωμαλίαι τῶν ἐμμηνῶν, αἱμορραγίαι στείρωσις κλπ. ΤΑ ΔΕΡΜΑΤΙΚΑ Ἐκζέματα, λειχῆνες, ἐρπητες, ψωριάσεις κλπ. ΘΕΡΑΠΕΥΕΙ ὁ εἰδικὸς τῶν νοσημάτων τούτων ἰατρός.: [1412, 124, 1582, 248]
- rates-row: [30, 402, 280, 414]
- europe-title-2: ΚΑΙ Η ΒΟΥΛΓΑΡΙΑ: [78, 1389, 226, 1408]
- rate-name: Παρισίων ὄψ.: [160, 426, 243, 438]
- rate-value: 90.81: [250, 217, 279, 229]
- ad1-doctor: ΣΠΥΡ. Π. ΚΩΣΤΑΚΗΣ: [1412, 253, 1582, 271]
- rate-value: 87.50: [129, 414, 159, 426]
- rates-header-left: [30, 205, 160, 217]
- columns: [30, 74, 1582, 2268]
- news-text: δοθοσι αὐτὸν προσήγγικεν ἐπὶ ἐκούσιν ἡμέρας εἶτα ὑπὸ τὸν ἀπαγχόνισιν. — Ἐπίσης παρὰ τὸ Γάβροδον τῆς Στρωμνίτσης ἐπῆλθε ἀπαγχονισμένος εἰς Ὀθωμανὸς. — Δύο χωρικοὶ Ὀθωμανοὶ κατεκρεουργήθησαν παρὰ τὴν Δοϊράνην. — Παρὰ τὰ Τουρκοβουλγαρικὰ μεθόρια παρετηρήθη κατ' αὐτὰς ἔκτακτος κίνησις Βουλγαρικῶν συμμοριῶν. Αἱ τουρκικαὶ ἀρχαὶ ἔλαβον τὰ δέοντα μέτρα πρὸς τὴν ἀπόκρουσιν καὶ καταδίωξιν αὐτῶν.: [30, 643, 274, 803]
- rate-name: Ch.Thessalie: [160, 316, 243, 328]
- spetses-title: ΑΙ ΕΠΙΣΚΕΥΑΙ: [966, 528, 1078, 547]
- rates-row: [30, 426, 280, 438]
- albania-text: Ἐμπορευόμενοι ἀξίας 300 περίπου Ἀλβανοὶ ἐπετέθησαν ἐν Σκόδρᾳ εἰς τὸ παραπεμφθὲν ὑπὸ τῆς Ὑψηλῆς Πύλης χωρίον Γκοῦζε, διηρπάσθησαν ἐκ τούτου καὶ ἐπυρπολήθησαν πολλαὶ οἰκίαι. Ἀλλὰ καὶ πολυάριθμοι Ἀλβανοὶ εἰσέβαλον εἰς τὸ χωρίον καὶ ἐκλέψαν πολλὰ πρόβατα. Τὸ γενόμενον ἐπεισόδιον ἐνεποίησε ζωηρὰν ἐντύπωσιν εἰς τοὺς κατοίκους τῆς πόλεως, αἱ δὲ ἀρχαὶ διέταξαν νὰ σταλῇ στρατὸς πρὸς ἀποκατάστασιν τῆς τάξεως. Ὁ Γεν. πρόξενος Αὐστρίας ἐκ Σκόδρας ἐζήτησε τὴν ταχίστην τιμωρίαν τῶν ἐνόχων.: [289, 910, 587, 1085]
- ad2-title: ΕΠΙΤΥΧΙΑ 18 ΕΤΩΝ: [1434, 526, 1560, 541]
